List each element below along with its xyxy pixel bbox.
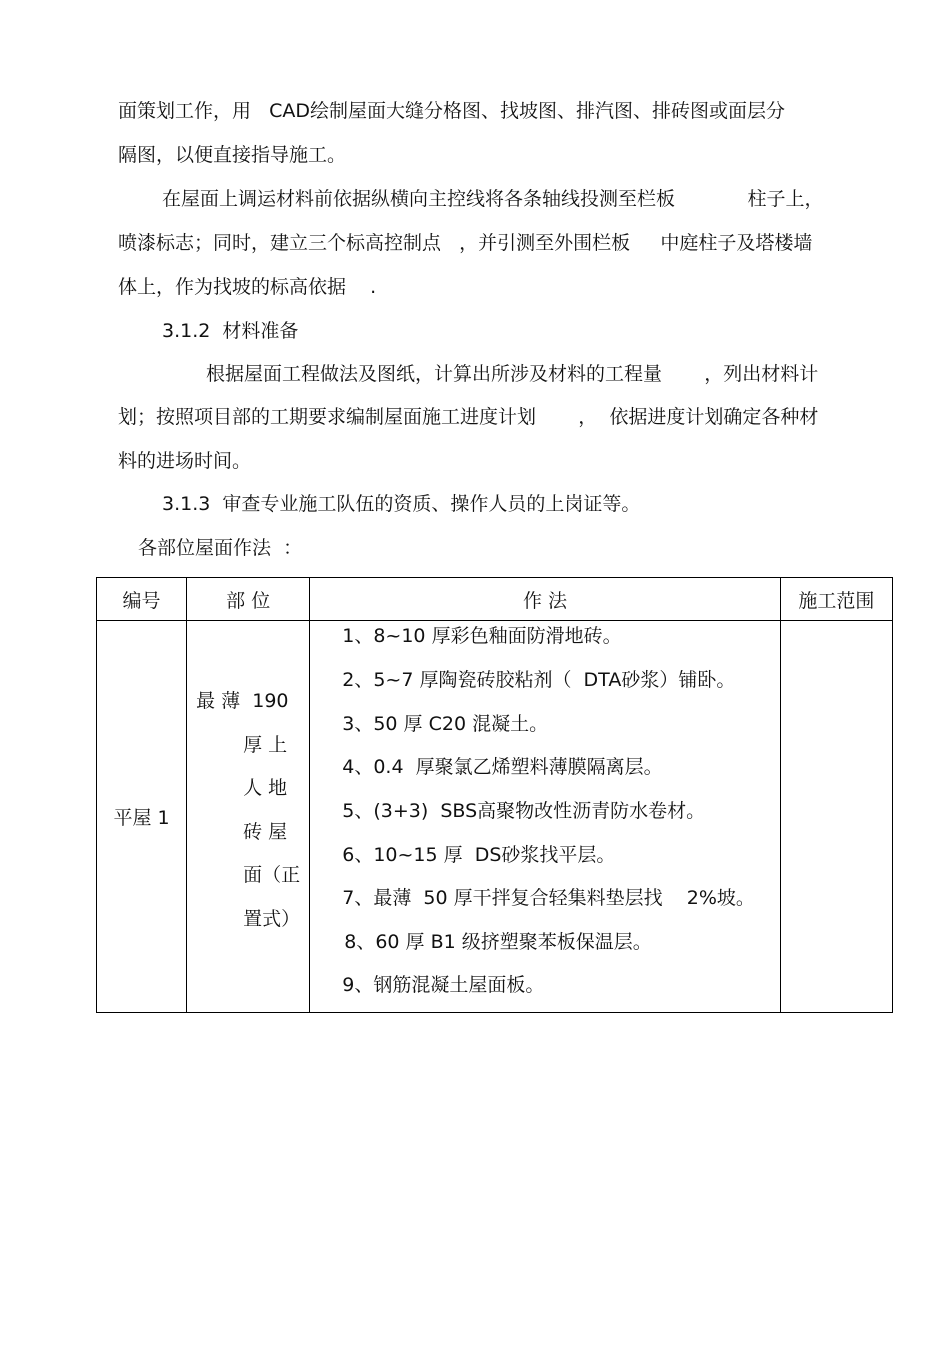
row-method-cell <box>310 621 781 1013</box>
row-location-cell <box>187 621 310 1013</box>
header-number: 编号 <box>97 578 187 621</box>
location-line: 置式） <box>243 908 301 930</box>
header-method: 作 法 <box>310 578 781 621</box>
paragraph-line-2: 隔图，以便直接指导施工。 <box>118 144 347 166</box>
table-header-row <box>97 578 893 621</box>
paragraph-line-7: 根据屋面工程做法及图纸，计算出所涉及材料的工程量 ，列出材料计 <box>206 363 819 385</box>
row-number-cell: 平屋 1 <box>97 621 187 1013</box>
header-location: 部 位 <box>187 578 310 621</box>
location-line: 人 地 <box>243 777 288 799</box>
table-caption: 各部位屋面作法 ： <box>138 537 303 559</box>
location-line: 厚 上 <box>243 734 288 756</box>
method-step: 9、钢筋混凝土屋面板。 <box>342 974 545 996</box>
method-step: 5、(3+3) SBS高聚物改性沥青防水卷材。 <box>342 800 706 822</box>
header-scope: 施工范围 <box>780 578 892 621</box>
paragraph-line-9: 料的进场时间。 <box>118 450 252 472</box>
paragraph-line-4: 喷漆标志；同时，建立三个标高控制点 ，并引测至外围栏板 中庭柱子及塔楼墙 <box>118 232 813 254</box>
paragraph-line-1: 面策划工作，用 CAD绘制屋面大缝分格图、找坡图、排汽图、排砖图或面层分 <box>118 100 786 122</box>
section-heading-313: 3.1.3 审查专业施工队伍的资质、操作人员的上岗证等。 <box>162 493 641 515</box>
roof-spec-table <box>96 577 893 1013</box>
row-scope-cell <box>780 621 892 1013</box>
table-row <box>97 621 893 1013</box>
paragraph-line-3: 在屋面上调运材料前依据纵横向主控线将各条轴线投测至栏板 柱子上， <box>162 188 824 210</box>
method-step: 6、10~15 厚 DS砂浆找平层。 <box>342 844 616 866</box>
section-heading-312: 3.1.2 材料准备 <box>162 320 299 342</box>
location-line: 最 薄 190 <box>196 690 289 712</box>
paragraph-line-5: 体上，作为找坡的标高依据 . <box>118 276 377 298</box>
method-step: 2、5~7 厚陶瓷砖胶粘剂（ DTA砂浆）铺卧。 <box>342 669 736 691</box>
method-step: 3、50 厚 C20 混凝土。 <box>342 713 549 735</box>
paragraph-line-8: 划；按照项目部的工期要求编制屋面施工进度计划 ， 依据进度计划确定各种材 <box>118 406 819 428</box>
method-step: 4、0.4 厚聚氯乙烯塑料薄膜隔离层。 <box>342 756 663 778</box>
location-line: 砖 屋 <box>243 821 288 843</box>
location-line: 面（正 <box>243 864 301 886</box>
method-step: 1、8~10 厚彩色釉面防滑地砖。 <box>342 625 622 647</box>
method-step: 8、60 厚 B1 级挤塑聚苯板保温层。 <box>344 931 652 953</box>
method-step: 7、最薄 50 厚干拌复合轻集料垫层找 2%坡。 <box>342 887 755 909</box>
